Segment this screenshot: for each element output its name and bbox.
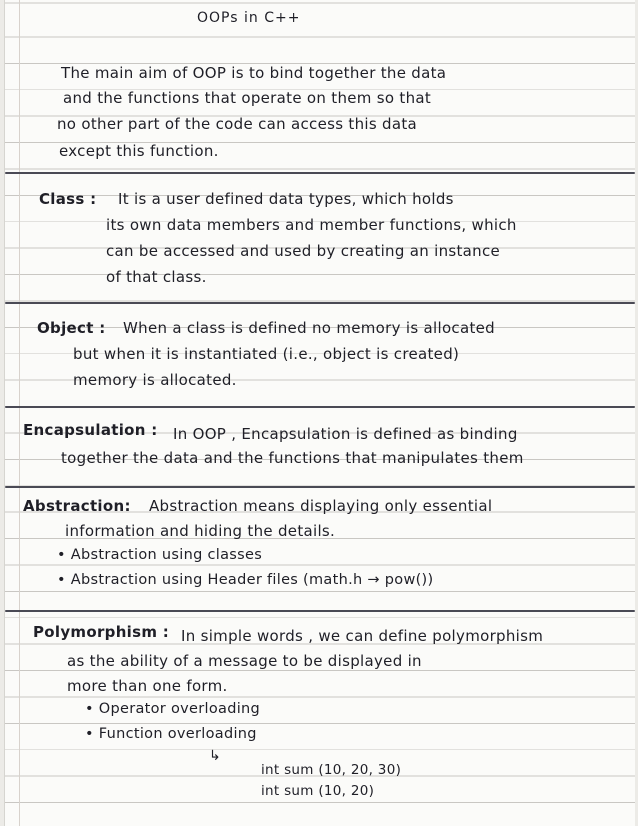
section-divider <box>5 486 635 488</box>
class-term: Class : <box>39 190 97 208</box>
abstraction-line-2: information and hiding the details. <box>65 522 336 540</box>
polymorphism-bullet-1: • Operator overloading <box>85 701 261 717</box>
polymorphism-bullet-2: • Function overloading <box>85 726 257 742</box>
intro-line-2: and the functions that operate on them so that <box>63 89 432 107</box>
page-title: OOPs in C++ <box>197 10 301 26</box>
encapsulation-term: Encapsulation : <box>23 421 158 439</box>
notebook-page <box>4 0 635 826</box>
object-line-3: memory is allocated. <box>73 371 237 389</box>
margin-line <box>19 0 20 826</box>
encapsulation-line-2: together the data and the functions that manipulates them <box>61 449 524 467</box>
section-divider <box>5 172 635 174</box>
section-divider <box>5 406 635 408</box>
hook-arrow-icon: ↳ <box>209 748 221 764</box>
intro-line-3: no other part of the code can access this data <box>57 115 418 133</box>
object-line-1: When a class is defined no memory is allocated <box>123 319 495 337</box>
overload-example-1: int sum (10, 20, 30) <box>261 762 402 778</box>
section-divider <box>5 610 635 612</box>
class-line-1: It is a user defined data types, which holds <box>118 190 454 208</box>
abstraction-bullet-1: • Abstraction using classes <box>57 547 263 563</box>
section-divider <box>5 302 635 304</box>
polymorphism-line-1: In simple words , we can define polymorphism <box>181 627 544 645</box>
object-line-2: but when it is instantiated (i.e., object is created) <box>73 345 460 363</box>
polymorphism-line-2: as the ability of a message to be displayed in <box>67 652 422 670</box>
encapsulation-line-1: In OOP , Encapsulation is defined as binding <box>173 425 518 443</box>
polymorphism-line-3: more than one form. <box>67 677 228 695</box>
object-term: Object : <box>37 319 106 337</box>
intro-line-4: except this function. <box>59 142 219 160</box>
intro-line-1: The main aim of OOP is to bind together the data <box>61 64 447 82</box>
abstraction-bullet-2: • Abstraction using Header files (math.h → pow()) <box>57 572 434 588</box>
class-line-4: of that class. <box>106 268 207 286</box>
polymorphism-term: Polymorphism : <box>33 623 170 641</box>
class-line-2: its own data members and member functions, which <box>106 216 517 234</box>
overload-example-2: int sum (10, 20) <box>261 783 375 799</box>
class-line-3: can be accessed and used by creating an instance <box>106 242 501 260</box>
abstraction-line-1: Abstraction means displaying only essential <box>149 497 493 515</box>
abstraction-term: Abstraction: <box>23 497 131 515</box>
